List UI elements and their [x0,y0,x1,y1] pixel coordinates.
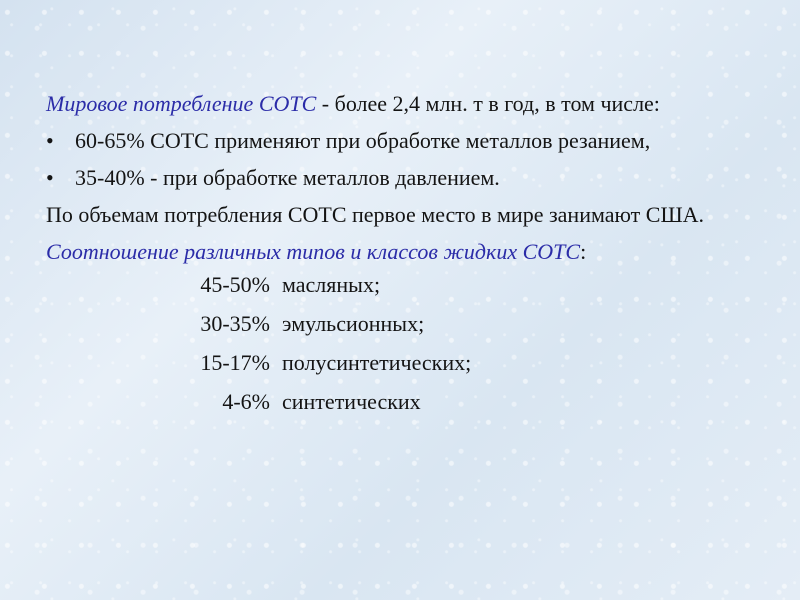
usa-paragraph: По объемам потребления СОТС первое место в мире занимают США. [46,202,705,227]
ratio-percent: 4-6% [222,389,270,414]
ratio-row [46,343,766,382]
consumption-heading: Мировое потребление СОТС [46,91,317,116]
bullet-item [46,164,766,191]
bullet-text: 35-40% - при обработке металлов давлением. [75,165,500,190]
consumption-paragraph [46,90,766,117]
ratio-heading: Соотношение различных типов и классов жидких СОТС [46,239,581,264]
consumption-text: - более 2,4 млн. т в год, в том числе: [316,91,660,116]
ratio-list [46,265,766,421]
ratio-percent: 15-17% [200,350,270,375]
ratio-row [46,382,766,421]
slide-content [46,90,766,421]
ratio-row [46,304,766,343]
bullet-icon: • [46,165,54,190]
ratio-row [46,265,766,304]
bullet-icon: • [46,128,54,153]
ratio-percent: 30-35% [200,311,270,336]
ratio-label: масляных; [282,272,381,297]
ratio-label: синтетических [282,389,421,414]
ratio-colon: : [580,239,587,264]
bullet-item [46,127,766,154]
ratio-label: эмульсионных; [282,311,425,336]
ratio-percent: 45-50% [200,272,270,297]
ratio-paragraph [46,238,766,265]
bullet-text: 60-65% СОТС применяют при обработке металлов резанием, [75,128,651,153]
ratio-label: полусинтетических; [282,350,472,375]
